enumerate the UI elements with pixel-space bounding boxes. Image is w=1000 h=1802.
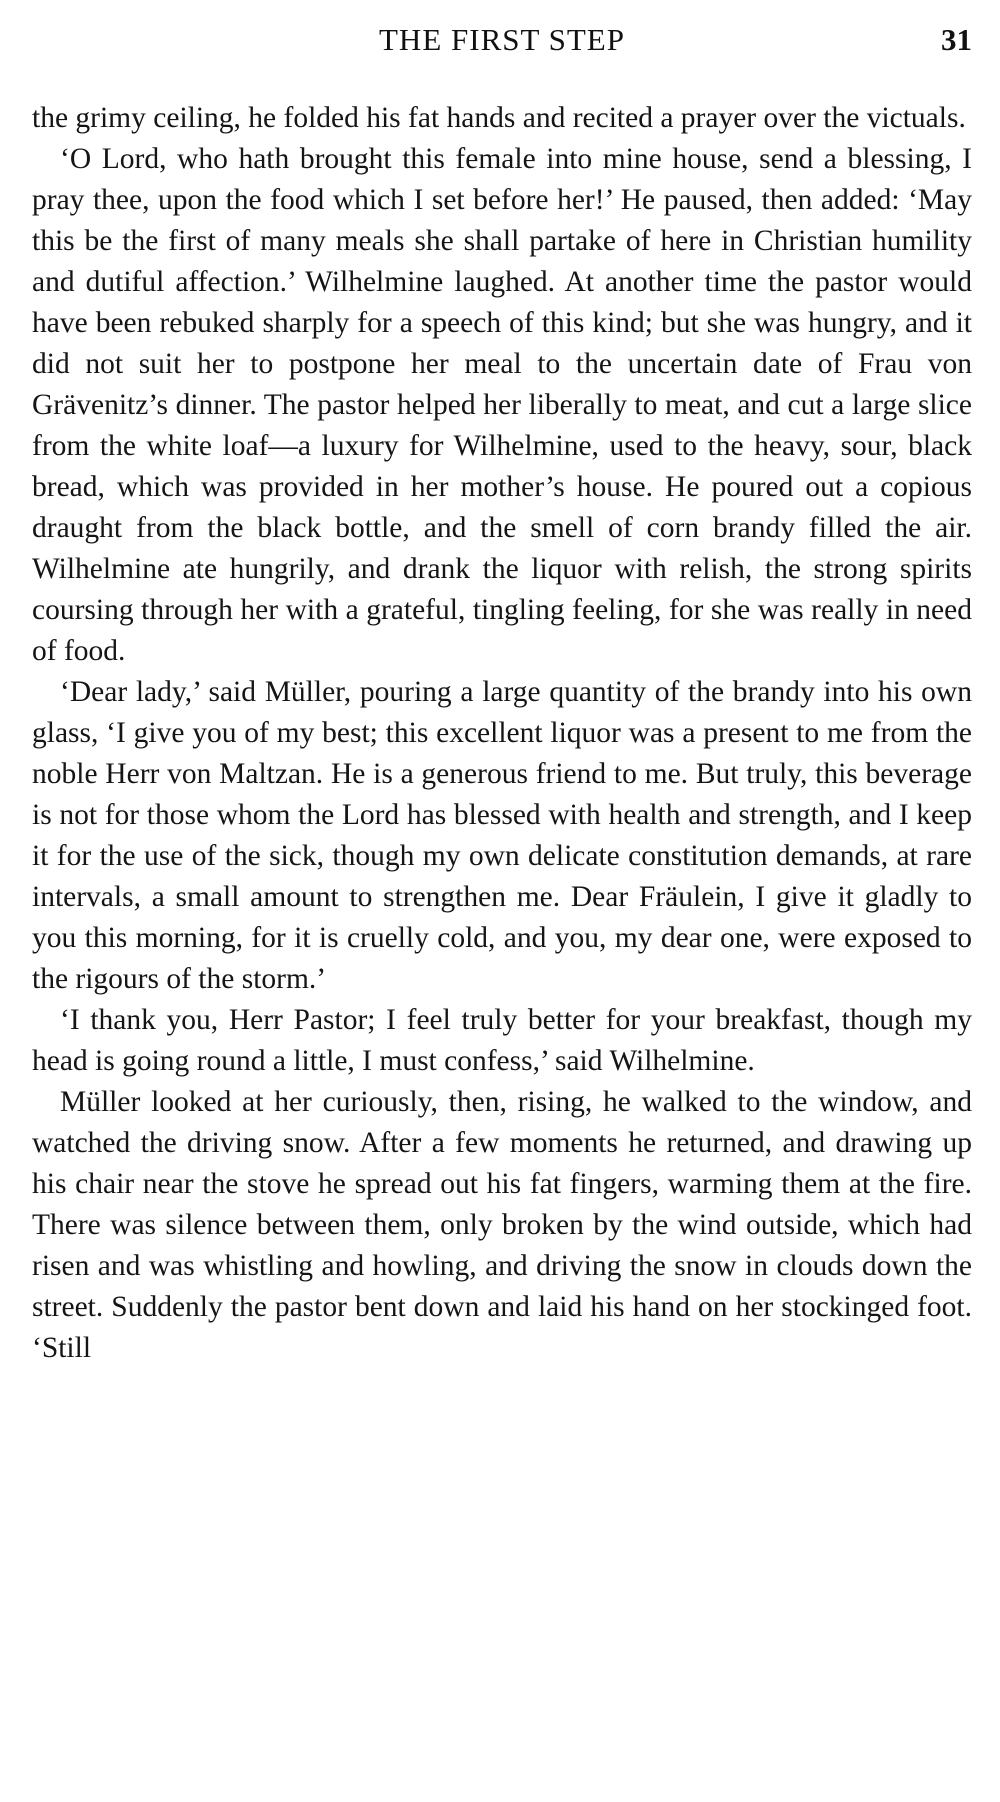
paragraph-2: ‘O Lord, who hath brought this female into mine house, send a blessing, I pray thee, upon the food which I set before her!’ He paused, then added: ‘May this be the first of many meals she shall partake of here in Christian humility and dutiful affection.’ Wilhelmine laughed. At another time the pastor would have been rebuked sharply for a speech of this kind; but she was hungry, and it did not suit her to postpone her meal to the uncertain date of Frau von Grävenitz’s dinner. The pastor helped her liberally to meat, and cut a large slice from the white loaf—a luxury for Wilhelmine, used to the heavy, sour, black bread, which was provided in her mother’s house. He poured out a copious draught from the black bottle, and the smell of corn brandy filled the air. Wilhelmine ate hungrily, and drank the liquor with relish, the strong spirits coursing through her with a grateful, tingling feeling, for she was really in need of food. <box>32 143 972 667</box>
paragraph-3: ‘Dear lady,’ said Müller, pouring a large quantity of the brandy into his own glass, ‘I give you of my best; this excellent liquor was a present to me from the noble Herr von Maltzan. He is a generous friend to me. But truly, this beverage is not for those whom the Lord has blessed with health and strength, and I keep it for the use of the sick, though my own delicate constitution demands, at rare intervals, a small amount to strengthen me. Dear Fräulein, I give it gladly to you this morning, for it is cruelly cold, and you, my dear one, were exposed to the rigours of the storm.’ <box>32 676 972 995</box>
body-text <box>32 98 972 1369</box>
paragraph-5: Müller looked at her curiously, then, rising, he walked to the window, and watched the driving snow. After a few moments he returned, and drawing up his chair near the stove he spread out his fat fingers, warming them at the fire. There was silence between them, only broken by the wind outside, which had risen and was whistling and howling, and driving the snow in clouds down the street. Suddenly the pastor bent down and laid his hand on her stockinged foot. ‘Still <box>32 1086 972 1364</box>
page-number: 31 <box>941 22 972 57</box>
running-title: THE FIRST STEP <box>379 22 625 57</box>
paragraph-1: the grimy ceiling, he folded his fat hands and recited a prayer over the victuals. <box>32 102 966 134</box>
page-header <box>32 22 972 66</box>
paragraph-4: ‘I thank you, Herr Pastor; I feel truly better for your breakfast, though my head is going round a little, I must confess,’ said Wilhelmine. <box>32 1004 972 1077</box>
